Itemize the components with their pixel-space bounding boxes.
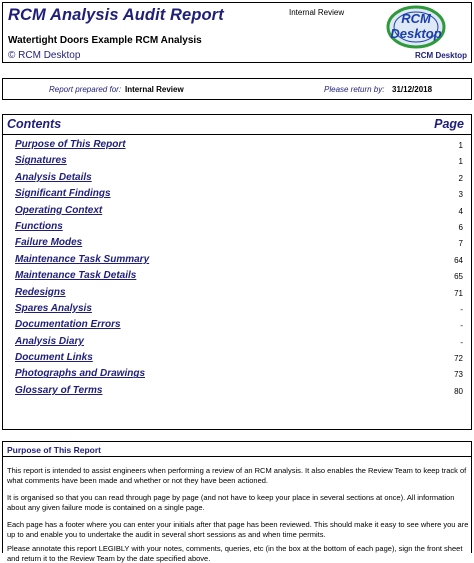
contents-page-header: Page (434, 117, 464, 131)
toc-link[interactable]: Failure Modes (15, 237, 83, 249)
purpose-title: Purpose of This Report (7, 445, 101, 455)
analysis-name: Watertight Doors Example RCM Analysis (8, 35, 202, 46)
toc-link[interactable]: Photographs and Drawings (15, 368, 146, 380)
toc-link[interactable]: Spares Analysis (15, 302, 92, 314)
contents-header (3, 115, 471, 135)
toc-row[interactable] (3, 220, 471, 236)
toc-row[interactable] (3, 171, 471, 187)
review-tag: Internal Review (289, 8, 345, 17)
return-by-label: Please return by: (324, 85, 385, 94)
toc-page-number: - (460, 321, 463, 331)
toc-page-number: 65 (454, 272, 463, 282)
toc-row[interactable] (3, 154, 471, 170)
purpose-paragraph: Each page has a footer where you can enter your initials after that page has been reviewed. This should make it easy to see where you are up to and enable you to undertake the audit in several short sessions as and when time permits. (7, 520, 469, 539)
toc-page-number: 2 (458, 173, 463, 183)
toc-link[interactable]: Analysis Diary (15, 335, 84, 347)
toc-link[interactable]: Signatures (15, 155, 67, 167)
purpose-section (2, 441, 472, 563)
logo-caption: RCM Desktop (415, 51, 468, 60)
toc-page-number: 71 (454, 288, 463, 298)
toc-page-number: 4 (458, 206, 463, 216)
toc-page-number: 7 (458, 239, 463, 249)
report-title: RCM Analysis Audit Report (8, 6, 224, 24)
toc-link[interactable]: Redesigns (15, 286, 66, 298)
toc-row[interactable] (3, 269, 471, 285)
contents-title: Contents (7, 117, 62, 131)
toc-row[interactable] (3, 286, 471, 302)
purpose-paragraph: This report is intended to assist engineers when performing a review of an RCM analysis. It also enables the Review Team to keep track of what comments have been made and whether or not they have been actioned. (7, 466, 467, 485)
toc-link[interactable]: Significant Findings (15, 188, 111, 200)
toc-link[interactable]: Analysis Details (15, 171, 92, 183)
toc-page-number: 80 (454, 386, 463, 396)
purpose-header (3, 442, 471, 457)
toc-row[interactable] (3, 351, 471, 367)
toc-page-number: 3 (458, 190, 463, 200)
toc-row[interactable] (3, 318, 471, 334)
toc-row[interactable] (3, 384, 471, 400)
copyright-text: © RCM Desktop (8, 50, 81, 61)
toc-page-number: - (460, 337, 463, 347)
toc-link[interactable]: Maintenance Task Summary (15, 253, 150, 265)
logo-text-line1: RCM (401, 11, 431, 26)
toc-page-number: 1 (458, 141, 463, 150)
logo-text-line2: Desktop (390, 26, 442, 41)
purpose-paragraph: It is organised so that you can read through page by page (and not have to keep your place in several sections at once). All information about any given failure mode is contained on a single page. (7, 493, 455, 512)
toc-page-number: 1 (458, 157, 463, 167)
toc-row[interactable] (3, 204, 471, 220)
purpose-paragraph: Please annotate this report LEGIBLY with your notes, comments, queries, etc (in the box at the bottom of each page), sign the front sheet and return it to the Review Team by the date specified above. (7, 544, 463, 563)
prepared-for-bar (2, 78, 472, 100)
toc-row[interactable] (3, 138, 471, 154)
toc-link[interactable]: Functions (15, 220, 63, 232)
toc-row[interactable] (3, 302, 471, 318)
toc-row[interactable] (3, 253, 471, 269)
toc-page-number: - (460, 304, 463, 314)
toc-row[interactable] (3, 367, 471, 383)
rcm-desktop-logo (383, 5, 449, 49)
toc-link[interactable]: Document Links (15, 352, 93, 364)
contents-table (2, 114, 472, 430)
prepared-for-label: Report prepared for: (49, 85, 122, 94)
toc-row[interactable] (3, 187, 471, 203)
toc-page-number: 73 (454, 370, 463, 380)
toc-page-number: 72 (454, 354, 463, 364)
toc-page-number: 6 (458, 222, 463, 232)
toc-link[interactable]: Operating Context (15, 204, 103, 216)
toc-link[interactable]: Documentation Errors (15, 319, 121, 331)
toc-list (3, 138, 471, 400)
toc-row[interactable] (3, 335, 471, 351)
prepared-for-value: Internal Review (125, 85, 184, 94)
toc-link[interactable]: Glossary of Terms (15, 384, 103, 396)
report-header (2, 2, 472, 63)
toc-page-number: 64 (454, 255, 463, 265)
toc-link[interactable]: Purpose of This Report (15, 139, 126, 150)
return-by-value: 31/12/2018 (392, 85, 433, 94)
toc-link[interactable]: Maintenance Task Details (15, 270, 137, 282)
toc-row[interactable] (3, 236, 471, 252)
